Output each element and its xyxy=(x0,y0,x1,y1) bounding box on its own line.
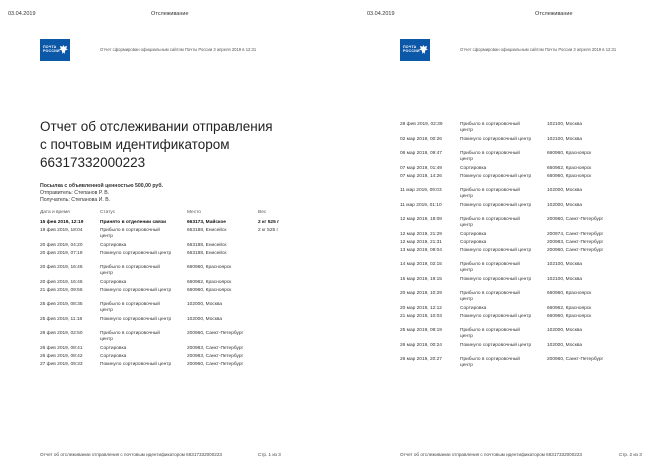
row-date: 20 фев 2019, 16:46 xyxy=(40,279,83,285)
row-status: Покинуло сортировочный центр xyxy=(460,202,532,208)
row-date: 26 мар 2019, 00:24 xyxy=(400,342,442,348)
row-place: 200983, Санкт-Петербург xyxy=(187,345,244,351)
row-status: Прибыло в сортировочный центр xyxy=(460,122,520,134)
row-place: 200960, Санкт-Петербург xyxy=(547,217,604,222)
footer-page-number: Стр. 2 из 3 xyxy=(619,452,642,457)
row-place: 102100, Москва xyxy=(547,276,583,282)
report-formed-note: Отчет сформирован официальным сайтом Почты России 3 апреля 2019 в 12:31 xyxy=(460,47,617,52)
row-date: 27 фев 2019, 09:33 xyxy=(40,361,83,367)
row-place: 663188, Енисейск xyxy=(187,242,227,248)
row-date: 06 мар 2019, 09:47 xyxy=(400,151,442,156)
row-place: 660960, Красноярск xyxy=(187,287,232,293)
row-date: 25 фев 2019, 11:18 xyxy=(40,316,83,322)
row-date: 20 фев 2019, 16:46 xyxy=(40,265,83,270)
russian-post-logo xyxy=(40,39,70,61)
row-date: 12 мар 2019, 21:29 xyxy=(400,231,442,237)
row-place: 660962, Красноярск xyxy=(547,305,592,311)
tracking-id: 66317332000223 xyxy=(40,155,146,170)
row-status: Сортировка xyxy=(100,242,127,248)
column-header-place: Место xyxy=(187,210,201,215)
row-place: 200960, Санкт-Петербург xyxy=(547,247,604,253)
row-date: 15 фев 2019, 12:19 xyxy=(40,220,84,225)
row-date: 26 фев 2019, 08:42 xyxy=(40,353,83,359)
row-status: Покинуло сортировочный центр xyxy=(460,247,532,253)
row-status: Сортировка xyxy=(100,279,127,285)
row-place: 660960, Красноярск xyxy=(547,291,592,296)
row-status: Покинуло сортировочный центр xyxy=(100,287,172,293)
row-place: 660960, Красноярск xyxy=(547,313,592,319)
row-place: 663173, Майское xyxy=(187,220,226,225)
row-status: Сортировка xyxy=(460,231,487,237)
row-status: Сортировка xyxy=(460,305,487,311)
eagle-emblem-icon xyxy=(59,44,68,55)
row-date: 14 мар 2019, 02:15 xyxy=(400,262,442,267)
recipient: Получатель: Степанова И. В. xyxy=(40,196,111,203)
eagle-emblem-icon xyxy=(419,44,428,55)
row-place: 200983, Санкт-Петербург xyxy=(547,239,604,245)
row-date: 02 мар 2019, 00:26 xyxy=(400,136,442,142)
logo-line-1: ПОЧТА xyxy=(403,45,417,49)
row-status: Сортировка xyxy=(100,353,127,359)
row-status: Прибыло в сортировочный центр xyxy=(460,262,520,274)
sender: Отправитель: Степанов Р. В. xyxy=(40,189,110,196)
row-date: 12 мар 2019, 18:08 xyxy=(400,217,442,222)
row-date: 20 мар 2019, 10:29 xyxy=(400,291,442,296)
row-date: 13 мар 2019, 09:04 xyxy=(400,247,442,253)
row-status: Покинуло сортировочный центр xyxy=(460,342,532,348)
row-status: Прибыло в сортировочный центр xyxy=(460,291,520,303)
row-place: 102000, Москва xyxy=(547,328,583,333)
row-status: Сортировка xyxy=(460,239,487,245)
report-page-2 xyxy=(330,0,660,475)
row-status: Покинуло сортировочный центр xyxy=(100,361,172,367)
row-date: 20 фев 2019, 04:20 xyxy=(40,242,83,248)
row-status: Прибыло в сортировочный центр xyxy=(100,228,160,240)
row-place: 102000, Москва xyxy=(547,342,583,348)
russian-post-logo xyxy=(400,39,430,61)
row-place: 102000, Москва xyxy=(187,316,223,322)
row-status: Прибыло в сортировочный центр xyxy=(100,302,160,314)
row-date: 21 мар 2019, 10:03 xyxy=(400,313,442,319)
row-date: 15 мар 2019, 19:15 xyxy=(400,276,442,282)
row-date: 07 мар 2019, 01:49 xyxy=(400,165,442,171)
row-date: 26 фев 2019, 02:50 xyxy=(40,331,83,336)
row-status: Прибыло в сортировочный центр xyxy=(100,265,160,277)
row-date: 12 мар 2019, 21:31 xyxy=(400,239,442,245)
row-date: 28 фев 2019, 02:39 xyxy=(400,122,443,127)
row-place: 200960, Санкт-Петербург xyxy=(187,361,244,367)
title-line-1: Отчет об отслеживании отправления xyxy=(40,119,273,134)
row-status: Покинуло сортировочный центр xyxy=(460,173,532,179)
row-place: 102100, Москва xyxy=(547,262,583,267)
row-date: 25 фев 2019, 08:35 xyxy=(40,302,83,307)
report-formed-note: Отчет сформирован официальным сайтом Почты России 3 апреля 2019 в 12:31 xyxy=(100,47,257,52)
row-status: Прибыло в сортировочный центр xyxy=(460,328,520,340)
row-date: 19 фев 2019, 18:04 xyxy=(40,228,83,233)
row-place: 660962, Красноярск xyxy=(187,279,232,285)
footer-text: Отчет об отслеживании отправления с почтовым идентификатором 66317332000223 xyxy=(400,452,582,457)
row-date: 26 фев 2019, 08:41 xyxy=(40,345,83,351)
row-date: 26 мар 2019, 20:27 xyxy=(400,357,442,362)
row-weight: 2 кг 525 г xyxy=(258,228,279,233)
row-place: 660960, Красноярск xyxy=(547,151,592,156)
row-status: Покинуло сортировочный центр xyxy=(100,316,172,322)
row-date: 11 мар 2019, 01:10 xyxy=(400,202,442,208)
row-place: 200960, Санкт-Петербург xyxy=(547,357,604,362)
row-place: 102100, Москва xyxy=(547,122,583,127)
header-date: 03.04.2019 xyxy=(367,11,395,17)
row-status: Прибыло в сортировочный центр xyxy=(460,217,520,229)
header-title: Отслеживание xyxy=(535,11,573,17)
logo-line-1: ПОЧТА xyxy=(43,45,57,49)
row-place: 102100, Москва xyxy=(547,136,583,142)
row-date: 20 мар 2019, 12:12 xyxy=(400,305,442,311)
row-status: Покинуло сортировочный центр xyxy=(460,313,532,319)
row-date: 25 мар 2019, 09:19 xyxy=(400,328,442,333)
row-date: 21 фев 2019, 09:56 xyxy=(40,287,83,293)
column-header-weight: Вес xyxy=(258,210,267,215)
row-status: Сортировка xyxy=(100,345,127,351)
row-status: Покинуло сортировочный центр xyxy=(460,276,532,282)
parcel-info xyxy=(40,183,163,203)
row-status: Сортировка xyxy=(460,165,487,171)
row-place: 200983, Санкт-Петербург xyxy=(187,353,244,359)
row-status: Принято в отделении связи xyxy=(100,220,167,225)
row-status: Прибыло в сортировочный центр xyxy=(460,151,520,163)
column-header-status: Статус xyxy=(100,210,116,215)
row-status: Прибыло в сортировочный центр xyxy=(460,357,520,369)
row-place: 200974, Санкт-Петербург xyxy=(547,231,604,237)
row-place: 102000, Москва xyxy=(547,202,583,208)
row-place: 660960, Красноярск xyxy=(547,173,592,179)
row-place: 102000, Москва xyxy=(187,302,223,307)
header-title: Отслеживание xyxy=(151,11,189,17)
footer-page-number: Стр. 1 из 3 xyxy=(258,452,281,457)
footer-text: Отчет об отслеживании отправления с почтовым идентификатором 66317332000223 xyxy=(40,452,222,457)
logo-line-2: РОССИИ xyxy=(43,49,60,54)
header-date: 03.04.2019 xyxy=(8,11,36,17)
row-place: 663188, Енисейск xyxy=(187,250,227,256)
row-status: Прибыло в сортировочный центр xyxy=(460,188,520,200)
row-place: 660962, Красноярск xyxy=(547,165,592,171)
title-line-2: с почтовым идентификатором xyxy=(40,137,230,152)
logo-line-2: РОССИИ xyxy=(403,49,420,54)
row-status: Прибыло в сортировочный центр xyxy=(100,331,160,343)
row-place: 663188, Енисейск xyxy=(187,228,227,233)
row-date: 11 мар 2019, 09:03 xyxy=(400,188,442,193)
parcel-description: Посылка с объявленной ценностью 500,00 руб. xyxy=(40,183,163,189)
row-status: Покинуло сортировочный центр xyxy=(460,136,532,142)
row-place: 200960, Санкт-Петербург xyxy=(187,331,244,336)
report-title xyxy=(40,118,320,172)
row-place: 102000, Москва xyxy=(547,188,583,193)
row-weight: 2 кг 525 г xyxy=(258,220,280,225)
column-header-date: Дата и время xyxy=(40,210,70,215)
row-place: 660960, Красноярск xyxy=(187,265,232,270)
row-status: Покинуло сортировочный центр xyxy=(100,250,172,256)
row-date: 20 фев 2019, 07:18 xyxy=(40,250,83,256)
row-date: 07 мар 2019, 14:26 xyxy=(400,173,442,179)
